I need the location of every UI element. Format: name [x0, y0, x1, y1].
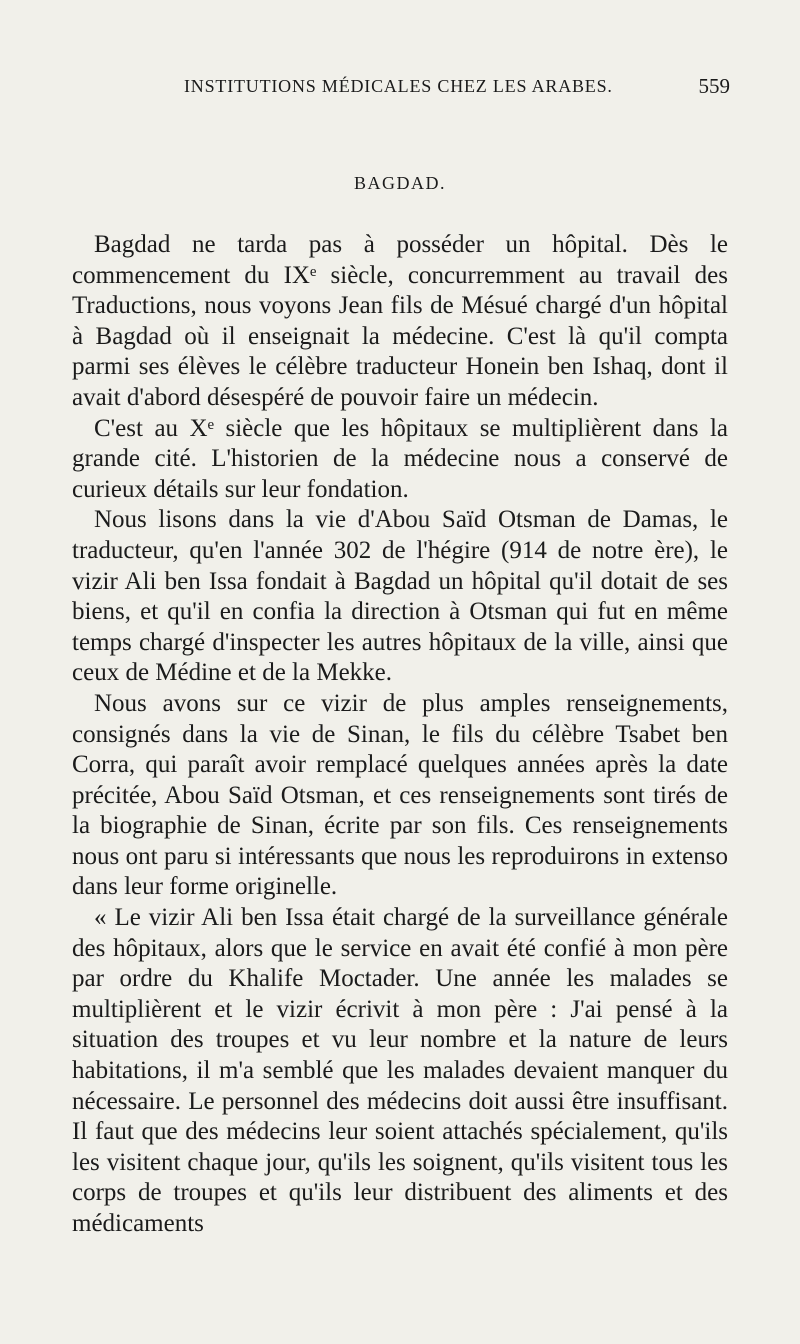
paragraph: « Le vizir Ali ben Issa était chargé de la surveillance générale des hôpitaux, alors que le service en avait été confié à mon père par ordre du Khalife Moctader. Une année les malades se multiplièrent et le vizir écrivit à mon père : J'ai pensé à la situation des troupes et vu leur nombre et la nature de leurs habitations, il m'a semblé que les malades devaient manquer du nécessaire. Le personnel des médecins doit aussi être insuffisant. Il faut que des médecins leur soient attachés spécialement, qu'ils les visitent chaque jour, qu'ils les soignent, qu'ils visitent tous les corps de troupes et qu'ils leur distribuent des aliments et des médicaments [72, 904, 728, 1237]
running-title: INSTITUTIONS MÉDICALES CHEZ LES ARABES. [184, 76, 613, 96]
paragraph: C'est au Xᵉ siècle que les hôpitaux se multiplièrent dans la grande cité. L'historien de la médecine nous a conservé de curieux détails sur leur fondation. [72, 414, 728, 503]
paragraph: Bagdad ne tarda pas à posséder un hôpital. Dès le commencement du IXᵉ siècle, concurremment au travail des Traductions, nous voyons Jean fils de Mésué chargé d'un hôpital à Bagdad où il enseignait la médecine. C'est là qu'il compta parmi ses élèves le célèbre traducteur Honein ben Ishaq, dont il avait d'abord désespéré de pouvoir faire un médecin. [72, 231, 728, 411]
paragraph: Nous lisons dans la vie d'Abou Saïd Otsman de Damas, le traducteur, qu'en l'année 302 de l'hégire (914 de notre ère), le vizir Ali ben Issa fondait à Bagdad un hôpital qu'il dotait de ses biens, et qu'il en confia la direction à Otsman qui fut en même temps chargé d'inspecter les autres hôpitaux de la ville, ainsi que ceux de Médine et de la Mekke. [72, 506, 728, 687]
section-heading: BAGDAD. [353, 173, 446, 193]
paragraph: Nous avons sur ce vizir de plus amples renseignements, consignés dans la vie de Sinan, le fils du célèbre Tsabet ben Corra, qui paraît avoir remplacé quelques années après la date précitée, Abou Saïd Otsman, et ces renseignements sont tirés de la biographie de Sinan, écrite par son fils. Ces renseignements nous ont paru si intéressants que nous les reproduirons in extenso dans leur forme originelle. [72, 689, 728, 901]
body-text [72, 230, 728, 1240]
page-number: 559 [698, 74, 730, 98]
